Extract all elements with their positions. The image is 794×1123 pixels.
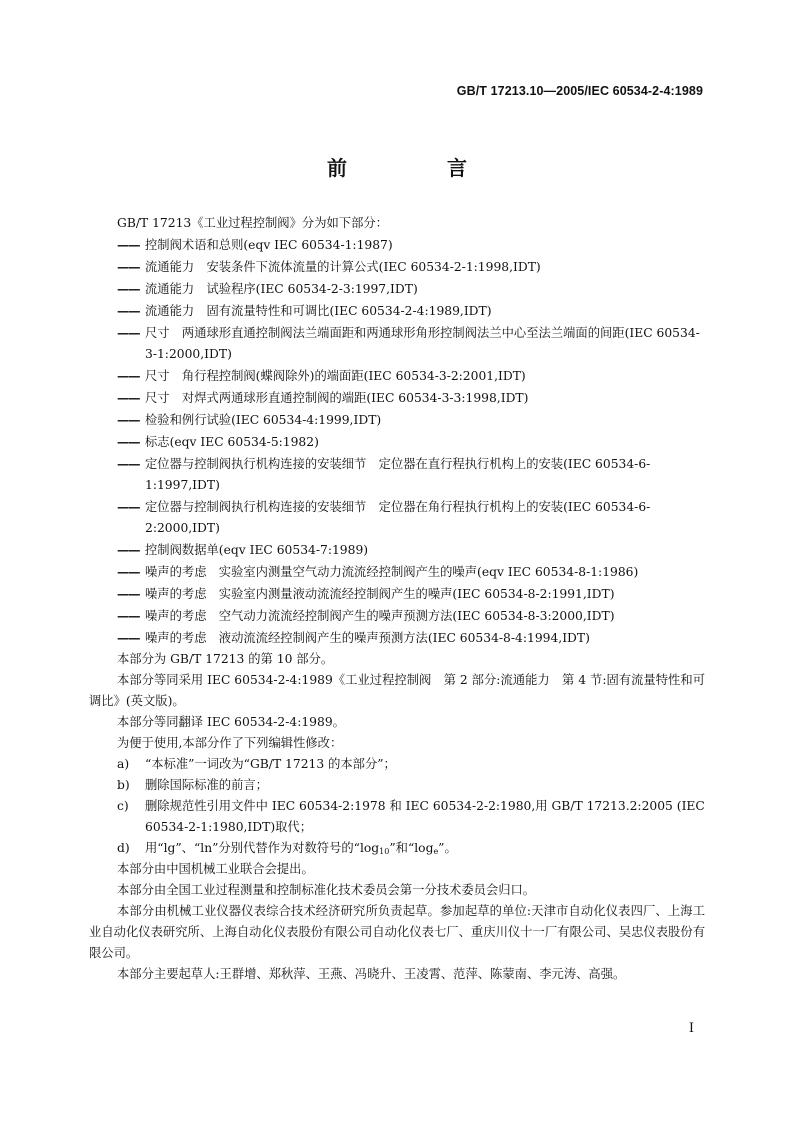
part-title: 检验和例行试验(IEC 60534-4:1999,IDT) bbox=[145, 413, 382, 427]
part-title: 尺寸 角行程控制阀(蝶阀除外)的端面距(IEC 60534-3-2:2001,IDT) bbox=[145, 369, 526, 383]
proposed-by-paragraph: 本部分由中国机械工业联合会提出。 bbox=[117, 862, 314, 876]
list-dash: —— bbox=[117, 542, 140, 557]
part-title: 定位器与控制阀执行机构连接的安装细节 定位器在直行程执行机构上的安装(IEC 60534-6-1:1997,IDT) bbox=[145, 457, 651, 492]
part-title: 噪声的考虑 空气动力流流经控制阀产生的噪声预测方法(IEC 60534-8-3:2000,IDT) bbox=[145, 609, 615, 623]
edit-item bbox=[89, 796, 705, 838]
managed-by-paragraph: 本部分由全国工业过程测量和控制标准化技术委员会第一分技术委员会归口。 bbox=[117, 883, 536, 897]
part-list-item bbox=[89, 365, 705, 387]
part-title: 流通能力 试验程序(IEC 60534-2-3:1997,IDT) bbox=[145, 282, 418, 296]
part-title: 尺寸 对焊式两通球形直通控制阀的端距(IEC 60534-3-3:1998,IDT) bbox=[145, 391, 529, 405]
edit-d-text-mid: ”和“log bbox=[389, 841, 434, 855]
part-list-item bbox=[89, 322, 705, 365]
part-title: 定位器与控制阀执行机构连接的安装细节 定位器在角行程执行机构上的安装(IEC 60534-6-2:2000,IDT) bbox=[145, 500, 651, 535]
part-title: 噪声的考虑 液动流流经控制阀产生的噪声预测方法(IEC 60534-8-4:1994,IDT) bbox=[145, 631, 590, 645]
part-list-item bbox=[89, 627, 705, 649]
edit-item bbox=[89, 775, 705, 796]
edit-d-text-before: 用“lg”、“ln”分别代替作为对数符号的“log bbox=[145, 841, 380, 855]
part-title: 流通能力 安装条件下流体流量的计算公式(IEC 60534-2-1:1998,IDT) bbox=[145, 260, 541, 274]
subscript-e: e bbox=[433, 847, 439, 856]
list-dash: —— bbox=[117, 281, 140, 296]
part-title: 噪声的考虑 实验室内测量空气动力流流经控制阀产生的噪声(eqv IEC 60534-8-1:1986) bbox=[145, 565, 639, 579]
part-title: 标志(eqv IEC 60534-5:1982) bbox=[145, 435, 319, 449]
drafted-by-paragraph: 本部分由机械工业仪器仪表综合技术经济研究所负责起草。参加起草的单位:天津市自动化仪表四厂、上海工业自动化仪表研究所、上海自动化仪表股份有限公司自动化仪表七厂、重庆川仪十一厂有限公司、吴忠仪表股份有限公司。 bbox=[89, 904, 705, 960]
part-title: 控制阀术语和总则(eqv IEC 60534-1:1987) bbox=[145, 238, 393, 252]
adoption-paragraph: 本部分等同采用 IEC 60534-2-4:1989《工业过程控制阀 第 2 部分:流通能力 第 4 节:固有流量特性和可调比》(英文版)。 bbox=[89, 673, 705, 708]
part-list-item bbox=[89, 561, 705, 583]
list-dash: —— bbox=[117, 564, 140, 579]
intro-paragraph: GB/T 17213《工业过程控制阀》分为如下部分： bbox=[117, 216, 388, 230]
part-list-item bbox=[89, 539, 705, 561]
parts-list bbox=[89, 234, 705, 649]
part-list-item bbox=[89, 431, 705, 453]
edit-item-text: 删除国际标准的前言； bbox=[145, 778, 268, 792]
list-dash: —— bbox=[117, 325, 140, 340]
part-list-item bbox=[89, 453, 705, 496]
list-dash: —— bbox=[117, 390, 140, 405]
part-list-item bbox=[89, 256, 705, 278]
part-list-item bbox=[89, 234, 705, 256]
list-dash: —— bbox=[117, 586, 140, 601]
part-title: 尺寸 两通球形直通控制阀法兰端面距和两通球形角形控制阀法兰中心至法兰端面的间距(IEC 60534-3-1:2000,IDT) bbox=[145, 326, 700, 361]
list-dash: —— bbox=[117, 412, 140, 427]
list-dash: —— bbox=[117, 368, 140, 383]
page-title: 前 言 bbox=[327, 156, 507, 180]
translation-paragraph: 本部分等同翻译 IEC 60534-2-4:1989。 bbox=[117, 715, 345, 729]
edit-item-label: d) bbox=[117, 841, 130, 855]
subscript-10: 10 bbox=[379, 847, 390, 856]
list-dash: —— bbox=[117, 303, 140, 318]
list-dash: —— bbox=[117, 434, 140, 449]
edit-d-text-after: ”。 bbox=[438, 841, 457, 855]
list-dash: —— bbox=[117, 630, 140, 645]
part-list-item bbox=[89, 387, 705, 409]
part-list-item bbox=[89, 278, 705, 300]
list-dash: —— bbox=[117, 456, 140, 471]
edit-item-label: c) bbox=[117, 799, 129, 813]
part-number-paragraph: 本部分为 GB/T 17213 的第 10 部分。 bbox=[117, 652, 334, 666]
list-dash: —— bbox=[117, 259, 140, 274]
page-number: I bbox=[688, 1021, 694, 1036]
part-title: 控制阀数据单(eqv IEC 60534-7:1989) bbox=[145, 543, 369, 557]
edit-item-label: a) bbox=[117, 757, 130, 771]
list-dash: —— bbox=[117, 608, 140, 623]
foreword-body bbox=[89, 213, 705, 985]
list-dash: —— bbox=[117, 499, 140, 514]
drafters-paragraph: 本部分主要起草人:王群增、郑秋萍、王燕、冯晓升、王凌霄、范萍、陈蒙南、李元涛、高强。 bbox=[117, 967, 626, 981]
document-code-header: GB/T 17213.10—2005/IEC 60534-2-4:1989 bbox=[456, 84, 703, 98]
edit-item-text: 删除规范性引用文件中 IEC 60534-2:1978 和 IEC 60534-2-2:1980,用 GB/T 17213.2:2005 (IEC 60534-2-1:1980,IDT)取代； bbox=[145, 799, 705, 834]
edit-item-label: b) bbox=[117, 778, 130, 792]
editorial-changes-paragraph: 为便于使用,本部分作了下列编辑性修改： bbox=[117, 736, 343, 750]
part-title: 噪声的考虑 实验室内测量液动流流经控制阀产生的噪声(IEC 60534-8-2:1991,IDT) bbox=[145, 587, 615, 601]
part-list-item bbox=[89, 300, 705, 322]
part-title: 流通能力 固有流量特性和可调比(IEC 60534-2-4:1989,IDT) bbox=[145, 304, 492, 318]
edit-item bbox=[89, 754, 705, 775]
list-dash: —— bbox=[117, 237, 140, 252]
part-list-item bbox=[89, 583, 705, 605]
editorial-changes-list bbox=[89, 754, 705, 838]
part-list-item bbox=[89, 409, 705, 431]
edit-item-text: “本标准”一词改为“GB/T 17213 的本部分”； bbox=[145, 757, 396, 771]
part-list-item bbox=[89, 496, 705, 539]
edit-item-d bbox=[89, 838, 705, 859]
part-list-item bbox=[89, 605, 705, 627]
